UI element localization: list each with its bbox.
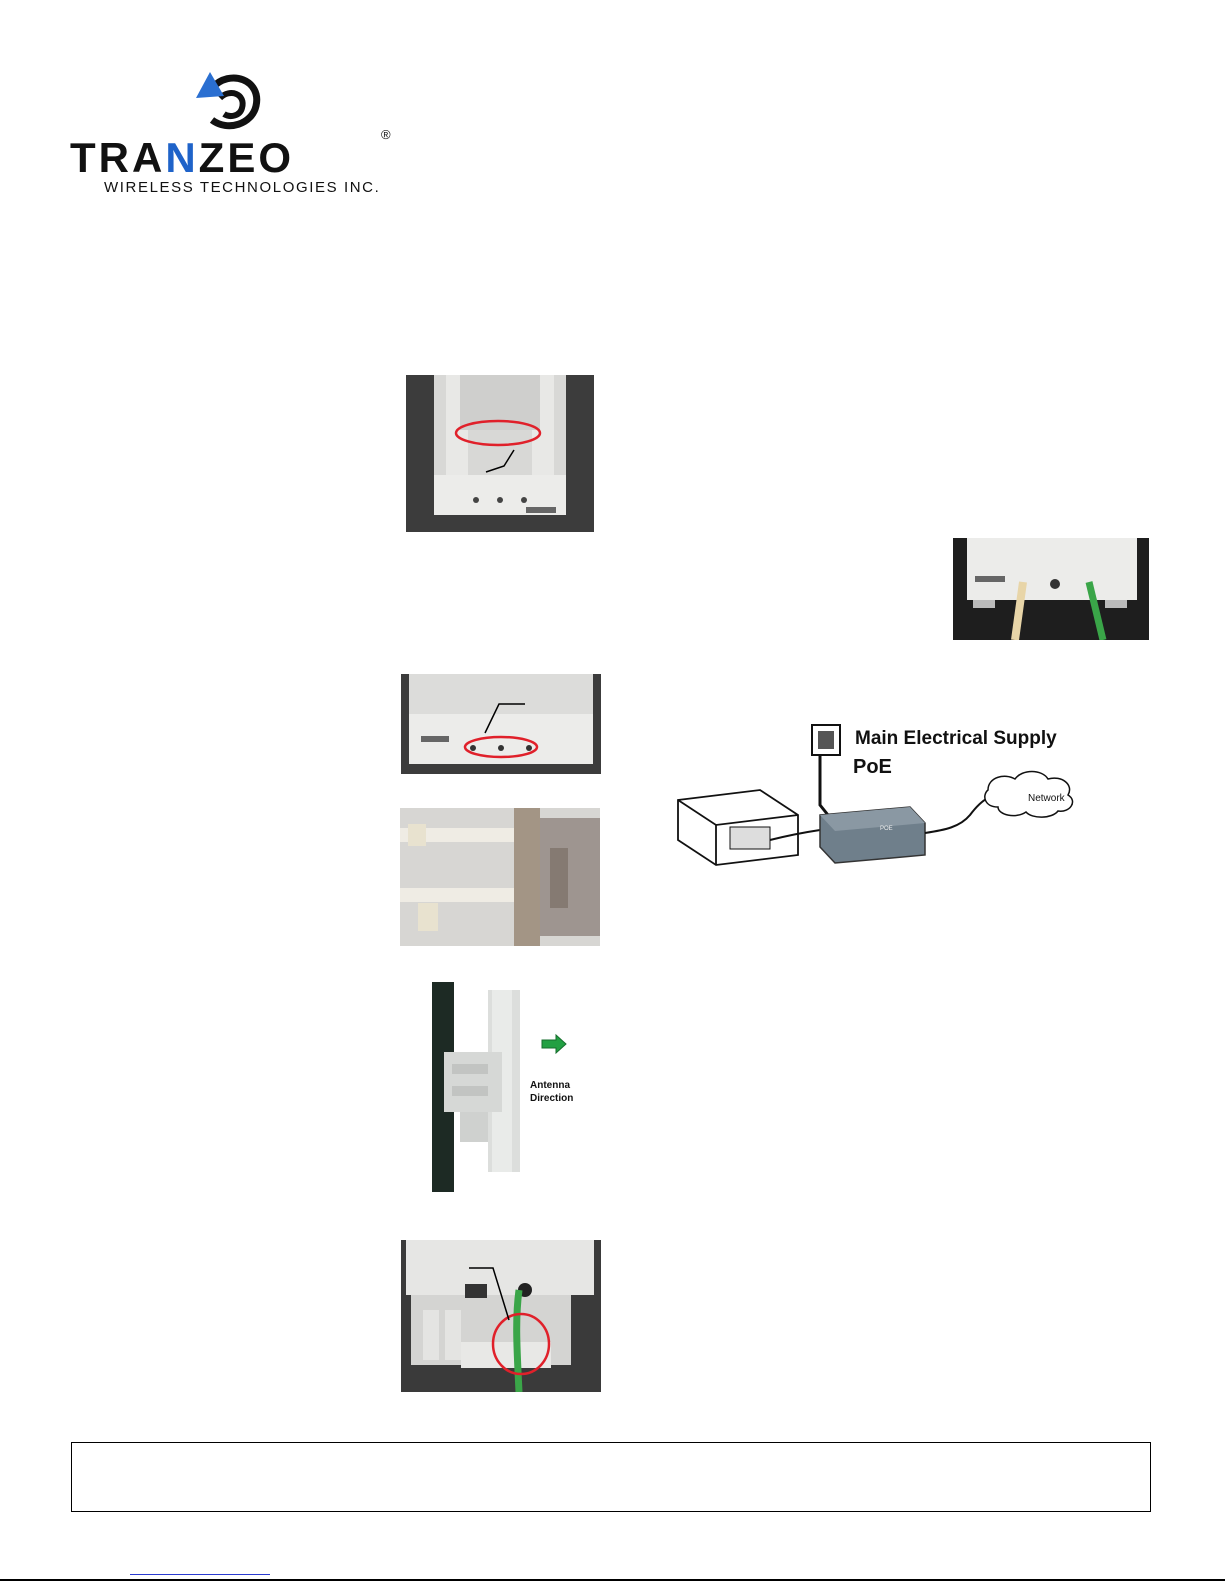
photo-mounting-bracket (406, 375, 594, 532)
registered-mark: ® (381, 127, 391, 142)
antenna-direction-label-line2: Direction (530, 1093, 574, 1104)
antenna-direction-label-line1: Antenna (530, 1080, 570, 1091)
photo-cables-connected (953, 538, 1149, 640)
main-electrical-supply-label: Main Electrical Supply (855, 728, 1057, 749)
footer-link-underline[interactable] (130, 1574, 270, 1575)
photo-zip-ties (400, 808, 600, 946)
network-label: Network (1028, 793, 1065, 804)
footer-box (71, 1442, 1151, 1512)
logo-emblem-icon (190, 70, 265, 135)
photo-pole-mount (430, 982, 605, 1192)
svg-text:POE: POE (880, 826, 893, 832)
photo-cable-entry (401, 1240, 601, 1392)
poe-label: PoE (853, 756, 892, 778)
logo-tagline: WIRELESS TECHNOLOGIES INC. (104, 179, 381, 196)
photo-screw-holes (401, 674, 601, 774)
logo-wordmark: TRANZEO (70, 134, 295, 181)
bottom-rule (0, 1579, 1225, 1581)
